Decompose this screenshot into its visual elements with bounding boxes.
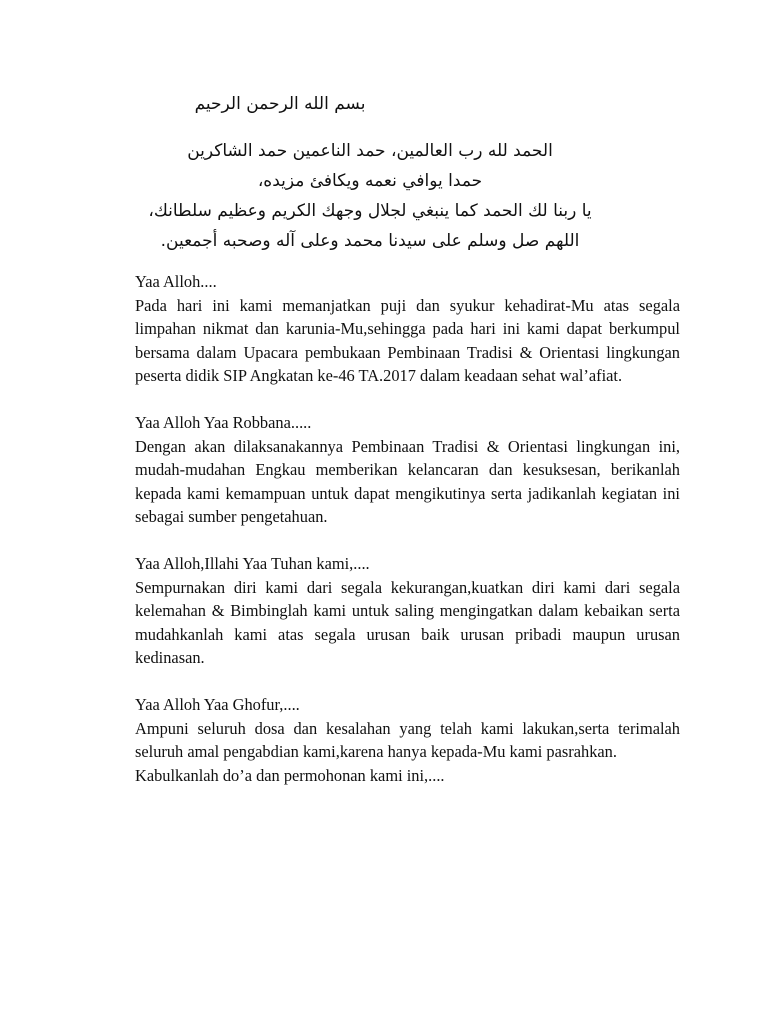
arabic-line: يا ربنا لك الحمد كما ينبغي لجلال وجهك الكريم وعظيم سلطانك، [148, 201, 592, 221]
prayer-section [135, 270, 680, 388]
section-text: Ampuni seluruh dosa dan kesalahan yang telah kami lakukan,serta terimalah seluruh amal pengabdian kami,karena hanya kepada-Mu kami pasrahkan. [135, 718, 680, 761]
prayer-section [135, 552, 680, 670]
arabic-line: حمدا يوافي نعمه ويكافئ مزيده، [257, 171, 483, 191]
arabic-praise [120, 136, 620, 256]
section-heading: Yaa Alloh,Illahi Yaa Tuhan kami,.... [135, 554, 370, 573]
closing-line: Kabulkanlah do’a dan permohonan kami ini,.... [135, 765, 445, 785]
section-text: Dengan akan dilaksanakannya Pembinaan Tradisi & Orientasi lingkungan ini, mudah-mudahan Engkau memberikan kelancaran dan kesuksesan, berikanlah kepada kami kemampuan untuk dapat mengikutinya serta jadikanlah kegiatan ini sebagai sumber pengetahuan. [135, 436, 680, 526]
section-heading: Yaa Alloh Yaa Robbana..... [135, 413, 312, 432]
prayer-section [135, 411, 680, 529]
section-text: Sempurnakan diri kami dari segala kekurangan,kuatkan diri kami dari segala kelemahan & Bimbinglah kami untuk saling mengingatkan dalam kebaikan serta mudahkanlah kami atas segala urusan baik urusan pribadi maupun urusan kedinasan. [135, 577, 680, 667]
arabic-line: الحمد لله رب العالمين، حمد الناعمين حمد الشاكرين [187, 141, 553, 161]
section-heading: Yaa Alloh Yaa Ghofur,.... [135, 695, 300, 714]
prayer-section [135, 693, 680, 787]
arabic-line: اللهم صل وسلم على سيدنا محمد وعلى آله وصحبه أجمعين. [160, 231, 580, 251]
prayer-body [135, 270, 680, 811]
section-heading: Yaa Alloh.... [135, 272, 217, 291]
basmala: بسم الله الرحمن الرحيم [194, 94, 366, 114]
section-text: Pada hari ini kami memanjatkan puji dan syukur kehadirat-Mu atas segala limpahan nikmat dan karunia-Mu,sehingga pada hari ini kami dapat berkumpul bersama dalam Upacara pembukaan Pembinaan Tradisi & Orientasi lingkungan peserta didik SIP Angkatan ke-46 TA.2017 dalam keadaan sehat wal’afiat. [135, 295, 680, 385]
